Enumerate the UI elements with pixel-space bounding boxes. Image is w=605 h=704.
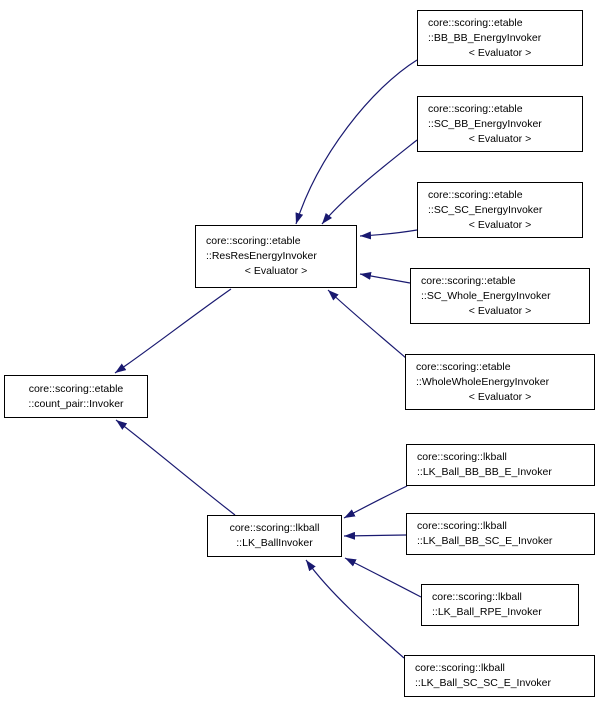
node-label-line: core::scoring::etable bbox=[28, 382, 124, 395]
node-whole-whole-energy-invoker[interactable] bbox=[405, 354, 595, 410]
node-label-line: core::scoring::etable bbox=[428, 16, 523, 29]
arrow-resres-to-countpair bbox=[115, 289, 231, 373]
arrow-lk-sc-sc-to-lkball bbox=[306, 560, 404, 658]
node-sc-whole-energy-invoker[interactable] bbox=[410, 268, 590, 324]
node-label-line: ::ResResEnergyInvoker bbox=[206, 250, 317, 262]
node-label-line: ::LK_Ball_BB_SC_E_Invoker bbox=[417, 535, 553, 547]
node-label-line: < Evaluator > bbox=[468, 304, 532, 317]
node-sc-bb-energy-invoker[interactable] bbox=[417, 96, 583, 152]
node-label-line: ::LK_Ball_BB_BB_E_Invoker bbox=[417, 466, 552, 478]
node-label-line: core::scoring::etable bbox=[428, 188, 523, 201]
arrow-sc-whole-to-resres bbox=[360, 274, 410, 283]
node-lk-ball-invoker[interactable] bbox=[207, 515, 342, 557]
arrow-sc-bb-to-resres bbox=[322, 140, 417, 224]
node-label-line: core::scoring::etable bbox=[206, 235, 301, 247]
node-label-line: core::scoring::lkball bbox=[229, 522, 320, 534]
node-label-line: < Evaluator > bbox=[244, 265, 308, 277]
arrow-bb-bb-to-resres bbox=[296, 60, 417, 224]
arrow-lk-rpe-to-lkball bbox=[345, 558, 421, 597]
arrow-wholewhole-to-resres bbox=[328, 290, 406, 358]
node-label-line: ::SC_BB_EnergyInvoker bbox=[428, 117, 542, 130]
node-label-line: ::LK_Ball_SC_SC_E_Invoker bbox=[415, 677, 551, 689]
node-label-line: < Evaluator > bbox=[468, 390, 532, 403]
node-label-line: core::scoring::lkball bbox=[417, 451, 507, 463]
arrow-lkball-to-countpair bbox=[116, 420, 235, 515]
node-lk-ball-bb-bb-e-invoker[interactable] bbox=[406, 444, 595, 486]
node-res-res-energy-invoker[interactable] bbox=[195, 225, 357, 288]
arrow-sc-sc-to-resres bbox=[360, 230, 417, 236]
node-label-line: ::LK_Ball_RPE_Invoker bbox=[432, 606, 542, 618]
node-bb-bb-energy-invoker[interactable] bbox=[417, 10, 583, 66]
node-label-line: core::scoring::etable bbox=[428, 102, 523, 115]
node-label-line: core::scoring::etable bbox=[421, 274, 516, 287]
node-label-line: < Evaluator > bbox=[468, 132, 532, 145]
node-lk-ball-bb-sc-e-invoker[interactable] bbox=[406, 513, 595, 555]
node-lk-ball-sc-sc-e-invoker[interactable] bbox=[404, 655, 595, 697]
node-sc-sc-energy-invoker[interactable] bbox=[417, 182, 583, 238]
node-label-line: core::scoring::lkball bbox=[432, 591, 522, 603]
node-label-line: ::WholeWholeEnergyInvoker bbox=[416, 375, 550, 388]
node-label-line: core::scoring::lkball bbox=[415, 662, 505, 674]
node-label-line: ::BB_BB_EnergyInvoker bbox=[428, 31, 542, 44]
node-label-line: core::scoring::lkball bbox=[417, 520, 507, 532]
node-count-pair-invoker[interactable] bbox=[4, 375, 148, 418]
node-label-line: ::count_pair::Invoker bbox=[28, 397, 124, 410]
node-label-line: < Evaluator > bbox=[468, 218, 532, 231]
node-label-line: ::LK_BallInvoker bbox=[236, 537, 313, 549]
arrow-lk-bb-sc-to-lkball bbox=[344, 535, 406, 536]
node-lk-ball-rpe-invoker[interactable] bbox=[421, 584, 579, 626]
node-label-line: < Evaluator > bbox=[468, 46, 532, 59]
node-label-line: ::SC_SC_EnergyInvoker bbox=[428, 203, 543, 216]
node-label-line: core::scoring::etable bbox=[416, 360, 511, 373]
arrow-lk-bb-bb-to-lkball bbox=[344, 486, 407, 518]
node-label-line: ::SC_Whole_EnergyInvoker bbox=[421, 289, 551, 302]
